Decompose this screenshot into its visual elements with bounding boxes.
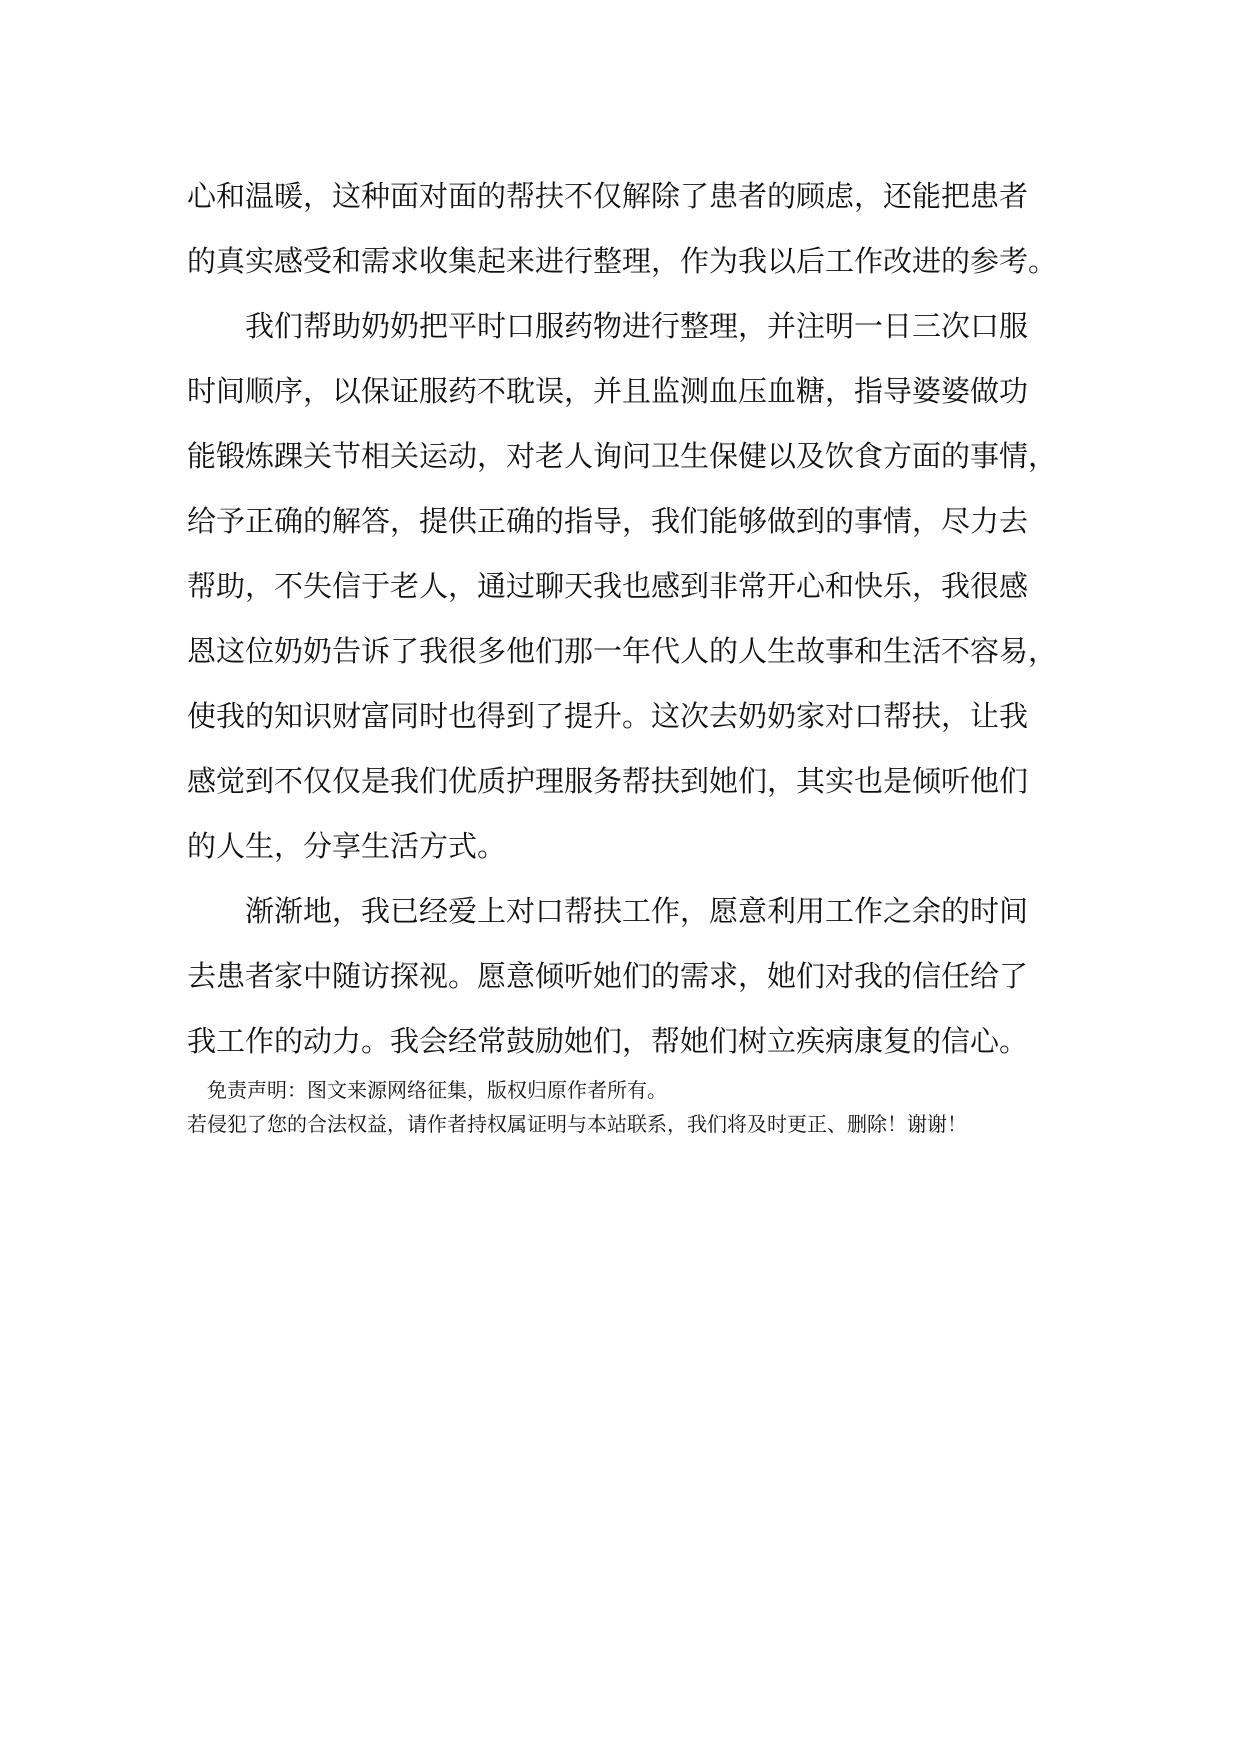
text-line: 使我的知识财富同时也得到了提升。这次去奶奶家对口帮扶，让我 xyxy=(187,699,1029,733)
paragraph-start-line: 我们帮助奶奶把平时口服药物进行整理，并注明一日三次口服 xyxy=(245,309,1029,343)
body-text xyxy=(187,164,1087,1074)
text-line: 心和温暖，这种面对面的帮扶不仅解除了患者的顾虑，还能把患者 xyxy=(187,179,1029,213)
disclaimer-line-1: 免责声明：图文来源网络征集，版权归原作者所有。 xyxy=(207,1078,667,1102)
paragraph-start-line: 渐渐地，我已经爱上对口帮扶工作，愿意利用工作之余的时间 xyxy=(245,894,1029,928)
text-line: 给予正确的解答，提供正确的指导，我们能够做到的事情，尽力去 xyxy=(187,504,1029,538)
text-line: 恩这位奶奶告诉了我很多他们那一年代人的人生故事和生活不容易， xyxy=(187,634,1058,668)
disclaimer-line-2: 若侵犯了您的合法权益，请作者持权属证明与本站联系，我们将及时更正、删除！谢谢！ xyxy=(187,1112,967,1136)
text-line: 感觉到不仅仅是我们优质护理服务帮扶到她们，其实也是倾听他们 xyxy=(187,764,1029,798)
disclaimer xyxy=(187,1073,1087,1141)
text-line: 时间顺序，以保证服药不耽误，并且监测血压血糖，指导婆婆做功 xyxy=(187,374,1029,408)
text-line: 的人生，分享生活方式。 xyxy=(187,829,507,863)
text-line: 的真实感受和需求收集起来进行整理，作为我以后工作改进的参考。 xyxy=(187,244,1058,278)
text-line: 去患者家中随访探视。愿意倾听她们的需求，她们对我的信任给了 xyxy=(187,959,1029,993)
text-line: 能锻炼踝关节相关运动，对老人询问卫生保健以及饮食方面的事情， xyxy=(187,439,1058,473)
text-line: 我工作的动力。我会经常鼓励她们，帮她们树立疾病康复的信心。 xyxy=(187,1024,1029,1058)
text-line: 帮助，不失信于老人，通过聊天我也感到非常开心和快乐，我很感 xyxy=(187,569,1029,603)
